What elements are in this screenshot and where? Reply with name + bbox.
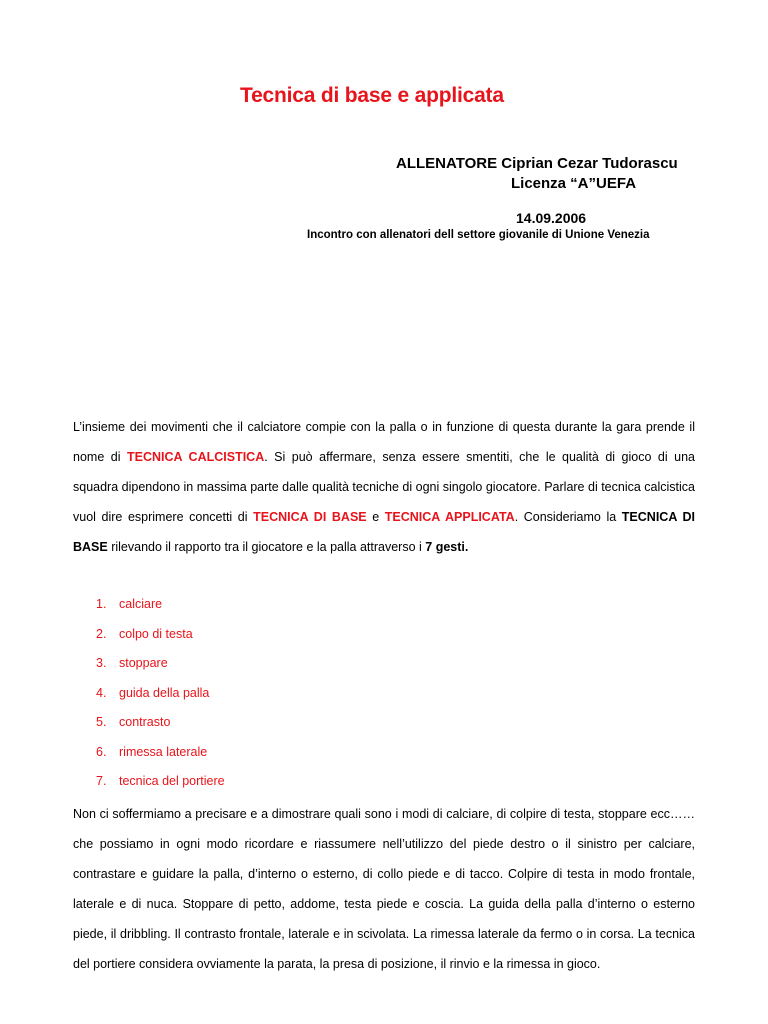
list-item-label: guida della palla bbox=[119, 685, 210, 700]
list-item-number: 1. bbox=[96, 597, 107, 611]
document-date: 14.09.2006 bbox=[516, 210, 587, 226]
highlight-tecnica-calcistica: TECNICA CALCISTICA bbox=[126, 450, 265, 464]
list-item bbox=[96, 649, 225, 679]
list-item bbox=[96, 590, 225, 620]
list-item-label: tecnica del portiere bbox=[119, 774, 225, 788]
list-item bbox=[96, 620, 225, 650]
list-item-label: rimessa laterale bbox=[119, 744, 208, 759]
intro-text-1: L’insieme dei movimenti che il calciatore compie con la palla o in funzione di questa durante la gara prende il nome di bbox=[73, 420, 695, 464]
document-title: Tecnica di base e applicata bbox=[240, 84, 504, 107]
list-item bbox=[96, 708, 225, 738]
list-item-number: 2. bbox=[96, 626, 107, 641]
coach-name: ALLENATORE Ciprian Cezar Tudorascu bbox=[396, 155, 678, 172]
list-item bbox=[96, 767, 225, 797]
coach-license: Licenza “A”UEFA bbox=[511, 175, 637, 192]
highlight-tecnica-applicata: TECNICA APPLICATA bbox=[384, 510, 515, 524]
highlight-tecnica-di-base: TECNICA DI BASE bbox=[253, 510, 367, 524]
list-item-label: stoppare bbox=[119, 656, 168, 670]
intro-text-3: e bbox=[366, 510, 385, 524]
list-item bbox=[96, 738, 225, 768]
intro-text-2: . Si può affermare, senza essere smentiti, che le qualità di gioco di una squadra dipendono in massima parte dalle qualità tecniche di ogni singolo giocatore. Parlare di tecnica calcistica vuol dire esprimere concetti di bbox=[73, 450, 695, 524]
list-item-number: 7. bbox=[96, 774, 107, 788]
list-item-number: 4. bbox=[96, 685, 107, 700]
list-item-number: 3. bbox=[96, 656, 107, 670]
gesti-list bbox=[96, 590, 225, 797]
bold-7-gesti: 7 gesti. bbox=[425, 540, 469, 554]
list-item-label: colpo di testa bbox=[119, 626, 193, 641]
list-item-label: contrasto bbox=[119, 715, 171, 729]
intro-text-4: . Consideriamo la bbox=[514, 510, 622, 524]
body-paragraph: Non ci soffermiamo a precisare e a dimostrare quali sono i modi di calciare, di colpire di testa, stoppare ecc……che possiamo in ogni modo ricordare e riassumere nell’utilizzo del piede destro o il sinistro per calciare, contrastare e guidare la palla, d’interno o esterno, di collo piede e di tacco. Colpire di testa in modo frontale, laterale e di nuca. Stoppare di petto, addome, testa piede e coscia. La guida della palla d’interno o esterno piede, il dribbling. Il contrasto frontale, laterale e in scivolata. La rimessa laterale da fermo o in corsa. La tecnica del portiere considera ovviamente la parata, la presa di posizione, il rinvio e la rimessa in gioco. bbox=[73, 807, 695, 971]
meeting-subtitle: Incontro con allenatori dell settore giovanile di Unione Venezia bbox=[307, 229, 650, 241]
list-item-number: 6. bbox=[96, 744, 107, 759]
intro-text-5: rilevando il rapporto tra il giocatore e la palla attraverso i bbox=[107, 540, 426, 554]
list-item bbox=[96, 679, 225, 709]
intro-paragraph bbox=[73, 412, 695, 562]
list-item-label: calciare bbox=[119, 597, 163, 611]
bold-tecnica-di-base: TECNICA DI BASE bbox=[73, 510, 695, 554]
list-item-number: 5. bbox=[96, 715, 107, 729]
